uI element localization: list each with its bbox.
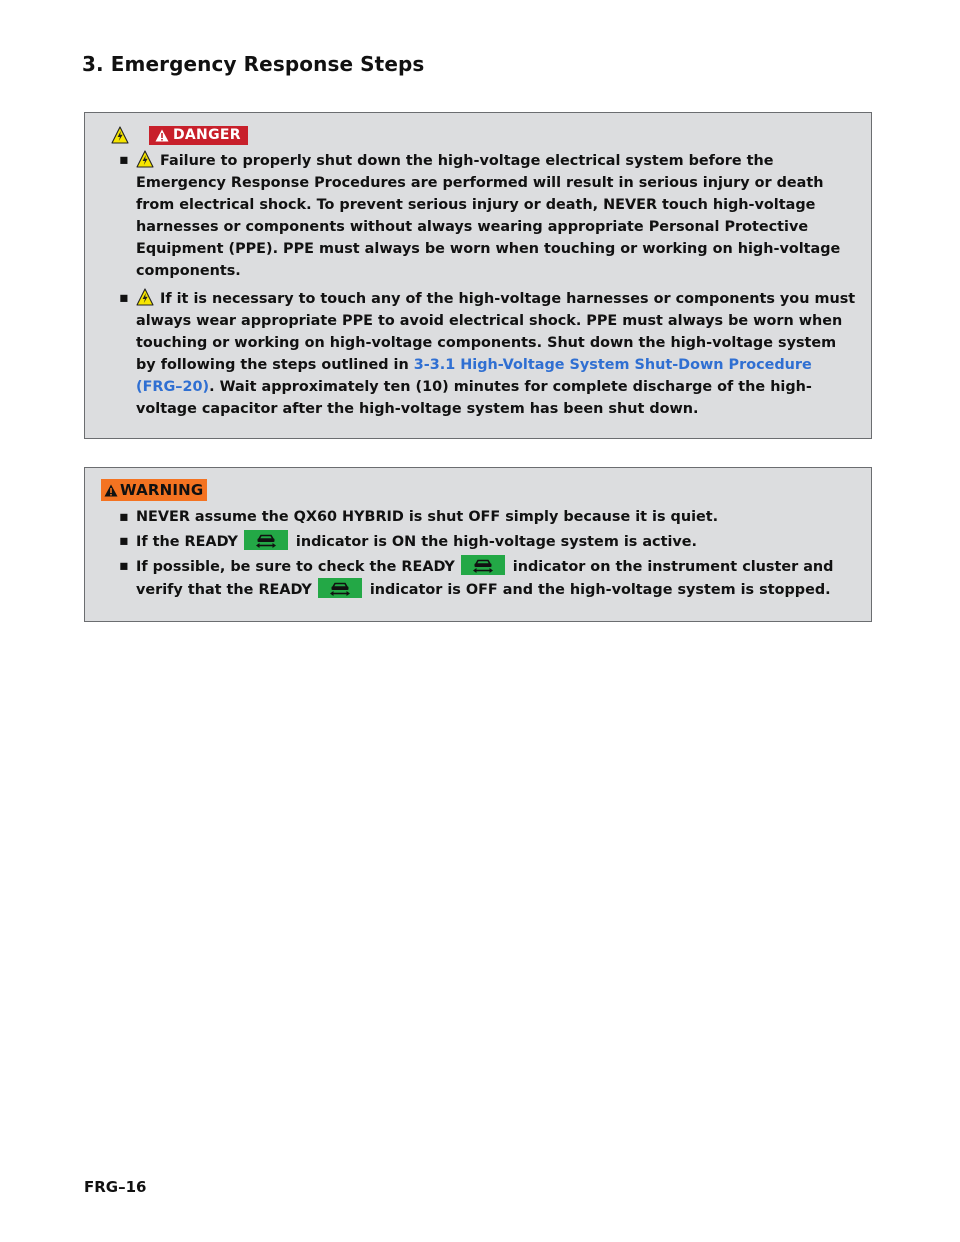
danger-label-badge xyxy=(149,126,248,145)
bullet: ▪ xyxy=(119,290,129,307)
shutdown-procedure-link[interactable]: 3-3.1 High-Voltage System Shut-Down Procedure (FRG–20) xyxy=(136,357,812,396)
danger-notice-box xyxy=(84,112,872,439)
warning-triangle-icon xyxy=(104,484,118,497)
list-item xyxy=(119,506,859,528)
danger-item-text-after-link: . Wait approximately ten (10) minutes for complete discharge of the high-voltage capacitor after the high-voltage system has been shut down. xyxy=(136,379,812,417)
danger-list xyxy=(119,150,859,421)
bullet: ▪ xyxy=(119,533,129,549)
warning-item-text: NEVER assume the QX60 HYBRID is shut OFF simply because it is quiet. xyxy=(136,509,719,525)
high-voltage-warning-icon xyxy=(136,150,154,168)
bullet: ▪ xyxy=(119,509,129,525)
list-item xyxy=(119,150,859,282)
warning-list xyxy=(119,506,859,601)
warning-triangle-icon xyxy=(155,129,169,142)
bullet: ▪ xyxy=(119,152,129,168)
danger-header xyxy=(111,124,248,146)
warning-item-text: indicator is OFF and the high-voltage system is stopped. xyxy=(369,582,831,598)
bullet: ▪ xyxy=(119,558,129,574)
warning-notice-box xyxy=(84,467,872,622)
page-number: FRG–16 xyxy=(84,1178,147,1196)
warning-item-text: If the READY xyxy=(136,534,238,550)
ready-indicator-icon xyxy=(318,578,362,598)
page-title: 3. Emergency Response Steps xyxy=(82,52,425,76)
danger-item-text: If it is necessary to touch any of the high-voltage harnesses or components you must always wear appropriate PPE to avoid electrical shock. PPE must always be worn when touching or working on high-voltage components. Shut down the high-voltage system by following the steps outlined in xyxy=(136,291,856,374)
ready-indicator-icon xyxy=(244,530,288,550)
warning-item-text: If possible, be sure to check the READY xyxy=(136,559,455,575)
warning-label-badge xyxy=(101,479,207,501)
list-item xyxy=(119,288,859,420)
list-item xyxy=(119,530,859,553)
list-item xyxy=(119,555,859,601)
high-voltage-warning-icon xyxy=(111,126,129,144)
warning-item-text: indicator on the instrument cluster and verify that the READY xyxy=(136,559,834,598)
warning-label: WARNING xyxy=(120,481,204,499)
warning-item-text: indicator is ON the high-voltage system is active. xyxy=(295,534,697,550)
ready-indicator-icon xyxy=(461,555,505,575)
danger-item-text: Failure to properly shut down the high-voltage electrical system before the Emergency Response Procedures are performed will result in serious injury or death from electrical shock. To prevent serious injury or death, NEVER touch high-voltage harnesses or components without always wearing appropriate Personal Protective Equipment (PPE). PPE must always be worn when touching or working on high-voltage components. xyxy=(136,153,841,279)
high-voltage-warning-icon xyxy=(136,288,154,306)
danger-label: DANGER xyxy=(173,126,241,143)
